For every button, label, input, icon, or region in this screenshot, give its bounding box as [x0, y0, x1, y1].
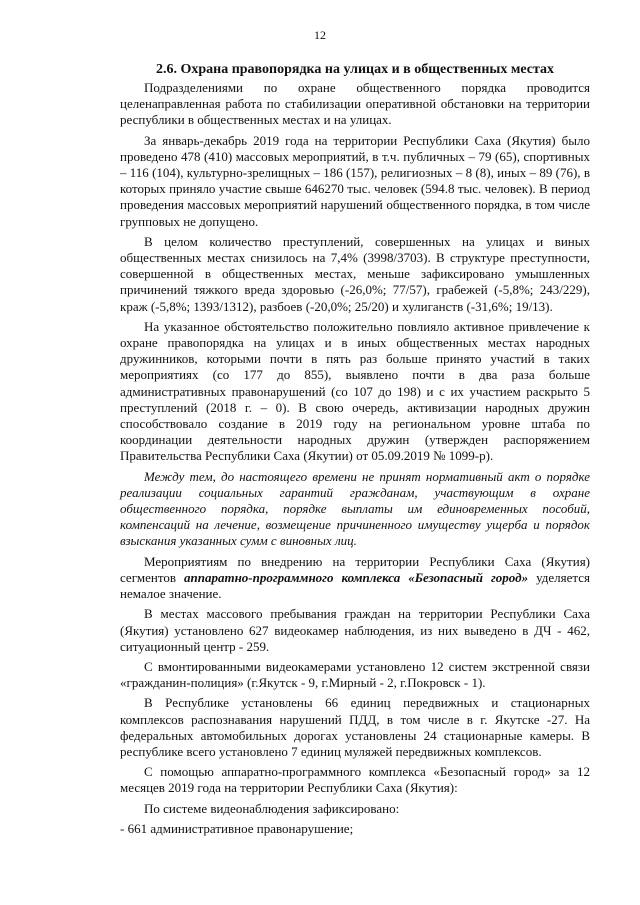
document-body	[120, 80, 590, 841]
italic-paragraph: Между тем, до настоящего времени не принят нормативный акт о порядке реализации социальных гарантий гражданам, участвующим в охране общественного порядка, порядке выплаты им единовременных пособий, компенсаций на лечение, возмещение причиненного имуществу ущерба и порядок взыскания указанных сумм с виновных лиц.	[120, 468, 590, 549]
paragraph: По системе видеонаблюдения зафиксировано:	[144, 800, 400, 816]
paragraph: За январь-декабрь 2019 года на территории Республики Саха (Якутия) было проведено 478 (410) массовых мероприятий, в т.ч. публичных – 79 (65), спортивных – 116 (104), культурно-зрелищных – 186 (157), религиозных – 8 (8), иных – 89 (76), в которых приняло участие свыше 646270 тыс. человек (594.8 тыс. человек). В период проведения массовых мероприятий нарушений общественного порядка, в том числе групповых не допущено.	[120, 132, 590, 229]
paragraph: На указанное обстоятельство положительно повлияло активное привлечение к охране правопорядка на улицах и в иных общественных местах народных дружинников, которыми почти в пять раз больше принято участий в таких мероприятиях (со 177 до 855), выявлено почти в два раза больше административных правонарушений (со 107 до 198) и с их участием раскрыто 5 преступлений (2018 г. – 0). В свою очередь, активизации народных дружин способствовало создание в 2019 году на региональном уровне штаба по координации деятельности народных дружин (утвержден распоряжением Правительства Республики Саха (Якутии) от 05.09.2019 № 1099-р).	[120, 318, 590, 464]
paragraph: В Республике установлены 66 единиц передвижных и стационарных комплексов распознавания нарушений ПДД, в том числе в г. Якутске -27. На федеральных автомобильных дорогах установлены 24 стационарные камеры. В республике всего установлено 7 единиц муляжей передвижных комплексов.	[120, 695, 590, 759]
text-span: Мероприятиям по внедрению на территории Республики Саха (Якутия) сегментов	[120, 553, 590, 585]
list-item: - 661 административное правонарушение;	[120, 820, 354, 836]
text-span: уделяется немалое значение.	[120, 569, 590, 602]
bold-italic-term: аппаратно-программного комплекса «Безопасный город»	[184, 569, 529, 585]
paragraph: С помощью аппаратно-программного комплекса «Безопасный город» за 12 месяцев 2019 года на территории Республики Саха (Якутия):	[120, 764, 590, 796]
paragraph: В целом количество преступлений, совершенных на улицах и виных общественных местах снизилось на 7,4% (3998/3703). В структуре преступности, совершенной в общественных местах, меньше зафиксировано умышленных причинений тяжкого вреда здоровью (-26,0%; 77/57), грабежей (-5,8%; 243/229), краж (-5,8%; 1393/1312), разбоев (-20,0%; 25/20) и хулиганств (-31,6%; 19/13).	[120, 233, 590, 314]
paragraph	[120, 554, 590, 603]
paragraph: Подразделениями по охране общественного порядка проводится целенаправленная работа по стабилизации оперативной обстановки на территории республики в общественных местах и на улицах.	[120, 80, 590, 128]
section-heading: 2.6. Охрана правопорядка на улицах и в общественных местах	[155, 62, 555, 77]
paragraph: С вмонтированными видеокамерами установлено 12 систем экстренной связи «гражданин-полиция» (г.Якутск - 9, г.Мирный - 2, г.Покровск - 1).	[120, 658, 590, 691]
page-number: 12	[314, 28, 326, 42]
paragraph: В местах массового пребывания граждан на территории Республики Саха (Якутия) установлено 627 видеокамер наблюдения, из них выведено в ДЧ - 462, ситуационный центр - 259.	[120, 606, 590, 654]
